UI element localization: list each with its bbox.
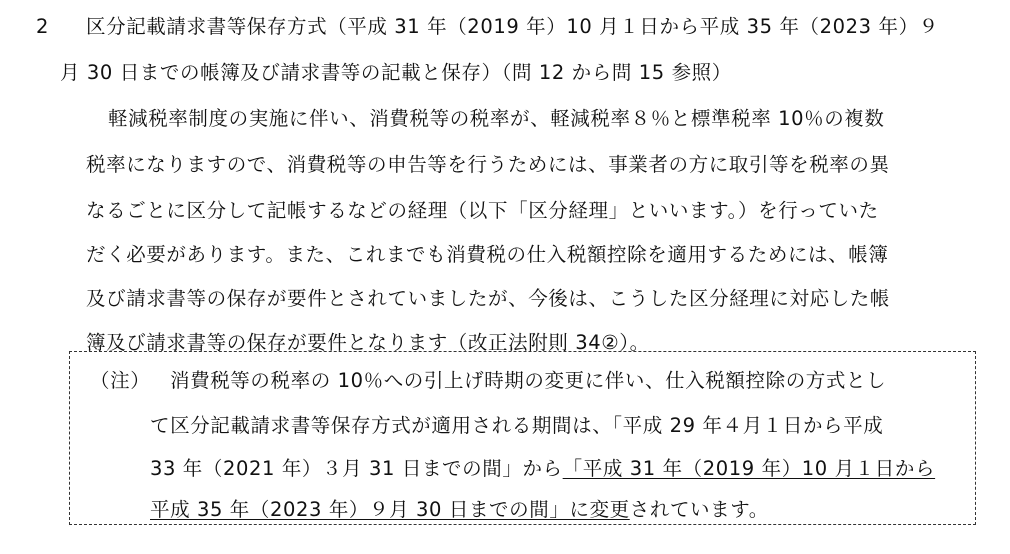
note-line-4-plain: されています。 <box>629 498 769 521</box>
note-line-3-plain: 33 年（2021 年）３月 31 日までの間」から <box>150 457 563 480</box>
note-line-4-underlined: 平成 35 年（2023 年）９月 30 日までの間」に変更 <box>150 498 630 521</box>
section-number: 2 <box>36 15 49 38</box>
note-line-1: 消費税等の税率の 10％への引上げ時期の変更に伴い、仕入税額控除の方式とし <box>170 369 887 392</box>
body-line-3: なるごとに区分して記帳するなどの経理（以下「区分経理」といいます。）を行っていた <box>86 199 879 222</box>
note-line-3 <box>150 456 935 482</box>
note-line-3-underlined: 「平成 31 年（2019 年）10 月１日から <box>562 457 936 480</box>
body-line-4: だく必要があります。また、これまでも消費税の仕入税額控除を適用するためには、帳簿 <box>86 243 889 266</box>
section-heading-line-1: 区分記載請求書等保存方式（平成 31 年（2019 年）10 月１日から平成 35 年（2023 年）９ <box>86 15 939 38</box>
body-line-2: 税率になりますので、消費税等の申告等を行うためには、事業者の方に取引等を税率の異 <box>86 153 890 176</box>
note-label: （注） <box>90 369 151 392</box>
note-line-2: て区分記載請求書等保存方式が適用される期間は、「平成 29 年４月１日から平成 <box>150 414 884 437</box>
body-line-5: 及び請求書等の保存が要件とされていましたが、今後は、こうした区分経理に対応した帳 <box>86 287 891 310</box>
note-line-4 <box>150 497 769 523</box>
body-line-6: 簿及び請求書等の保存が要件となります（改正法附則 34②）。 <box>86 331 650 354</box>
section-heading-line-2: 月 30 日までの帳簿及び請求書等の記載と保存）（問 12 から問 15 参照） <box>60 61 732 84</box>
body-line-1: 軽減税率制度の実施に伴い、消費税等の税率が、軽減税率８％と標準税率 10％の複数 <box>108 107 885 130</box>
